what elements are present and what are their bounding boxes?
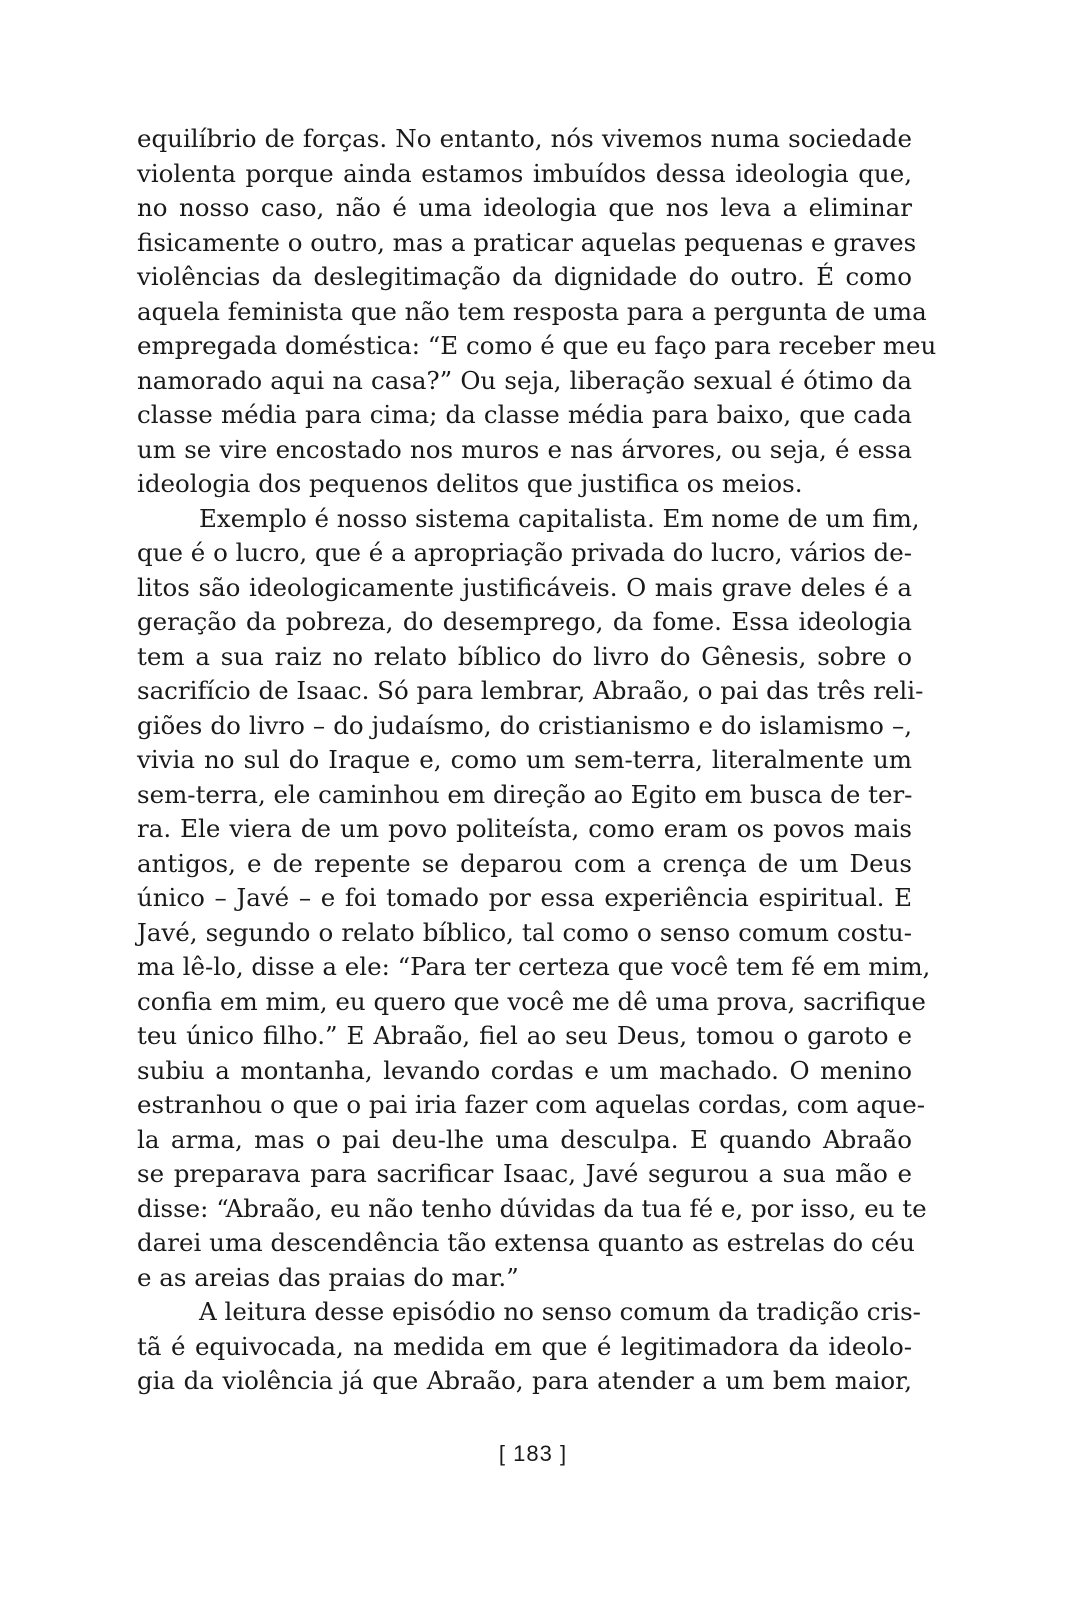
text-line: Exemplo é nosso sistema capitalista. Em nome de um fim,	[199, 503, 920, 533]
text-line: darei uma descendência tão extensa quanto as estrelas do céu	[137, 1228, 915, 1257]
text-line: que é o lucro, que é a apropriação privada do lucro, vários de-	[137, 538, 912, 567]
text-line: teu único filho.” E Abraão, fiel ao seu Deus, tomou o garoto e	[137, 1021, 912, 1050]
text-line: um se vire encostado nos muros e nas árvores, ou seja, é essa	[137, 434, 912, 464]
paragraph-1	[137, 122, 937, 502]
text-line: fisicamente o outro, mas a praticar aquelas pequenas e graves	[137, 227, 917, 257]
text-line: vivia no sul do Iraque e, como um sem-terra, literalmente um	[137, 745, 912, 774]
text-line: único – Javé – e foi tomado por essa experiência espiritual. E	[137, 883, 912, 912]
text-line: ideologia dos pequenos delitos que justifica os meios.	[137, 469, 803, 498]
text-line: confia em mim, eu quero que você me dê uma prova, sacrifique	[137, 986, 926, 1016]
body-text	[137, 122, 937, 1399]
text-line: no nosso caso, não é uma ideologia que nos leva a eliminar	[137, 193, 912, 222]
paragraph-3	[137, 1295, 921, 1399]
text-line: equilíbrio de forças. No entanto, nós vivemos numa sociedade	[137, 124, 912, 153]
text-line: aquela feminista que não tem resposta para a pergunta de uma	[137, 296, 927, 326]
text-line: tã é equivocada, na medida em que é legitimadora da ideolo-	[137, 1331, 912, 1361]
text-line: estranhou o que o pai iria fazer com aquelas cordas, com aque-	[137, 1090, 926, 1119]
text-line: antigos, e de repente se deparou com a crença de um Deus	[137, 848, 912, 878]
text-line: geração da pobreza, do desemprego, da fome. Essa ideologia	[137, 607, 912, 636]
text-line: gia da violência já que Abraão, para atender a um bem maior,	[137, 1366, 912, 1395]
text-line: la arma, mas o pai deu-lhe uma desculpa. E quando Abraão	[137, 1124, 912, 1154]
text-line: classe média para cima; da classe média para baixo, que cada	[137, 400, 912, 429]
text-line: ra. Ele viera de um povo politeísta, como eram os povos mais	[137, 814, 912, 843]
text-line: tem a sua raiz no relato bíblico do livro do Gênesis, sobre o	[137, 641, 912, 671]
text-line: subiu a montanha, levando cordas e um machado. O menino	[137, 1055, 912, 1085]
text-line: se preparava para sacrificar Isaac, Javé segurou a sua mão e	[137, 1159, 912, 1188]
text-line: A leitura desse episódio no senso comum da tradição cris-	[199, 1297, 921, 1326]
text-line: disse: “Abraão, eu não tenho dúvidas da tua fé e, por isso, eu te	[137, 1193, 927, 1223]
text-line: sem-terra, ele caminhou em direção ao Egito em busca de ter-	[137, 779, 913, 809]
text-line: Javé, segundo o relato bíblico, tal como o senso comum costu-	[137, 917, 912, 947]
text-line: namorado aqui na casa?” Ou seja, liberação sexual é ótimo da	[137, 365, 912, 395]
text-line: e as areias das praias do mar.”	[137, 1262, 519, 1292]
text-line: ma lê-lo, disse a ele: “Para ter certeza que você tem fé em mim,	[137, 952, 931, 981]
text-line: violências da deslegitimação da dignidade do outro. É como	[137, 262, 912, 291]
paragraph-2	[137, 502, 931, 1296]
text-line: empregada doméstica: “E como é que eu faço para receber meu	[137, 331, 937, 360]
text-line: giões do livro – do judaísmo, do cristianismo e do islamismo –,	[137, 710, 912, 740]
text-line: litos são ideologicamente justificáveis. O mais grave deles é a	[137, 572, 912, 602]
text-line: violenta porque ainda estamos imbuídos dessa ideologia que,	[137, 158, 912, 188]
text-line: sacrifício de Isaac. Só para lembrar, Abraão, o pai das três reli-	[137, 676, 924, 705]
page-number: [ 183 ]	[498, 1441, 568, 1466]
